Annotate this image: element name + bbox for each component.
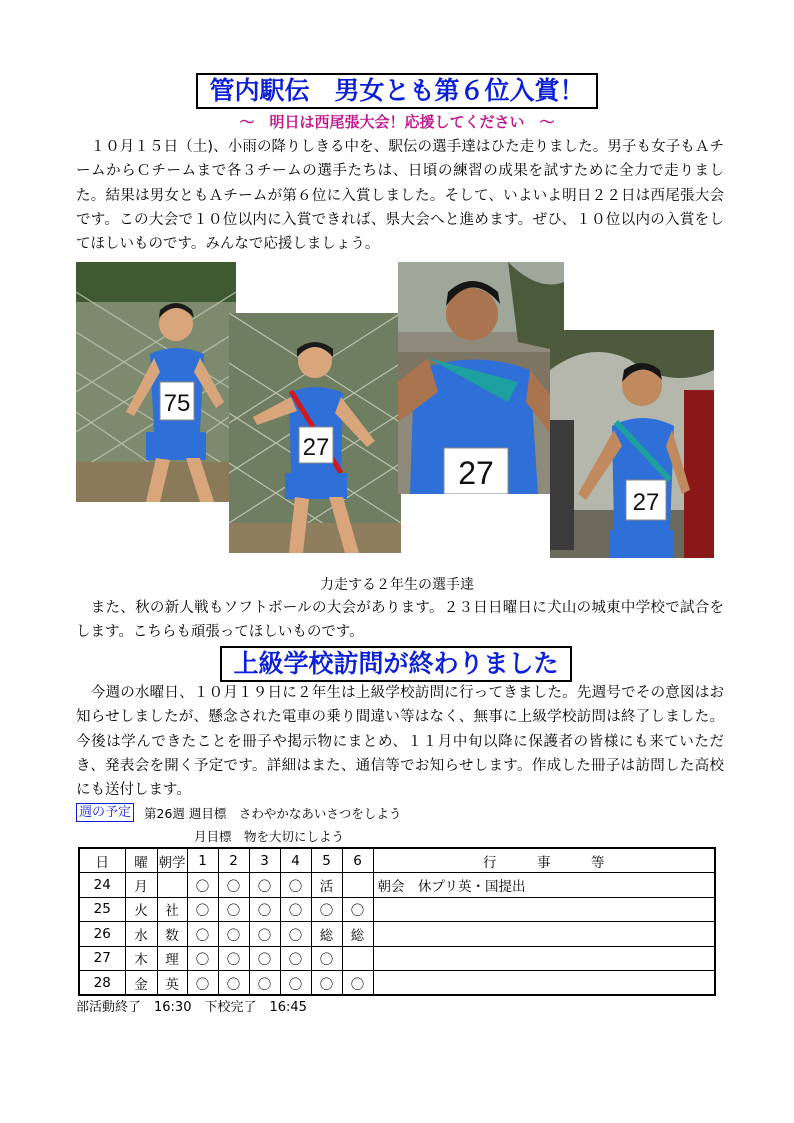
table-cell: 数 [157, 922, 187, 947]
article-subtitle: ～ 明日は西尾張大会！応援してください ～ [239, 113, 555, 131]
table-cell: 〇 [187, 897, 218, 922]
header-morning: 朝学 [157, 848, 187, 873]
week-goal: 第26週 週目標 さわやかなあいさつをしよう [144, 806, 402, 821]
table-cell [342, 873, 373, 898]
table-cell: 〇 [280, 873, 311, 898]
article-body-softball: また、秋の新人戦もソフトボールの大会があります。２３日日曜日に犬山の城東中学校で試合をします。こちらも頑張ってほしいものです。 [76, 600, 724, 641]
header-weekday: 曜 [125, 848, 157, 873]
table-cell: 英 [157, 971, 187, 996]
table-cell: 〇 [342, 971, 373, 996]
table-cell: 26 [79, 922, 125, 947]
table-cell: 〇 [187, 922, 218, 947]
table-cell: 〇 [249, 946, 280, 971]
bib-number: 27 [302, 434, 330, 461]
table-cell: 金 [125, 971, 157, 996]
table-cell: 27 [79, 946, 125, 971]
table-row [79, 897, 715, 922]
club-end-time: 部活動終了 16:30 下校完了 16:45 [76, 1000, 307, 1015]
bib-number: 27 [632, 489, 660, 516]
event-cell [373, 897, 715, 922]
table-cell: 〇 [342, 897, 373, 922]
table-cell: 水 [125, 922, 157, 947]
table-cell: 総 [311, 922, 342, 947]
event-cell [373, 946, 715, 971]
table-cell: 〇 [311, 971, 342, 996]
table-cell: 〇 [280, 897, 311, 922]
event-cell [373, 922, 715, 947]
table-row [79, 922, 715, 947]
month-goal: 月目標 物を大切にしよう [194, 829, 345, 844]
table-cell: 〇 [311, 946, 342, 971]
header-period-3: 3 [249, 848, 280, 873]
runner-photo-4 [550, 330, 714, 558]
schedule-table [78, 847, 716, 996]
bib-number: 27 [458, 455, 494, 491]
table-cell: 理 [157, 946, 187, 971]
table-cell: 木 [125, 946, 157, 971]
table-cell [342, 946, 373, 971]
table-cell: 〇 [218, 897, 249, 922]
table-cell: 〇 [218, 873, 249, 898]
table-cell: 活 [311, 873, 342, 898]
table-cell: 〇 [249, 922, 280, 947]
schedule-header-row [79, 848, 715, 873]
header-events: 行 事 等 [373, 848, 715, 873]
table-cell: 24 [79, 873, 125, 898]
table-cell: 〇 [311, 897, 342, 922]
article-title-ekiden: 管内駅伝 男女とも第６位入賞！ [196, 73, 598, 109]
header-period-6: 6 [342, 848, 373, 873]
header-period-1: 1 [187, 848, 218, 873]
table-cell: 25 [79, 897, 125, 922]
event-cell: 朝会 休プリ英・国提出 [373, 873, 715, 898]
table-row [79, 946, 715, 971]
bib-number: 75 [163, 390, 191, 417]
table-cell [157, 873, 187, 898]
table-cell: 〇 [280, 946, 311, 971]
table-cell: 〇 [249, 971, 280, 996]
table-cell: 火 [125, 897, 157, 922]
table-cell: 社 [157, 897, 187, 922]
header-period-4: 4 [280, 848, 311, 873]
photo-caption: 力走する２年生の選手達 [320, 577, 474, 593]
table-cell: 〇 [187, 971, 218, 996]
table-cell: 〇 [249, 897, 280, 922]
table-cell: 〇 [187, 873, 218, 898]
article-body-school-visit: 今週の水曜日、１０月１９日に２年生は上級学校訪問に行ってきました。先週号でその意図はお知らせしましたが、懸念された電車の乗り間違い等はなく、無事に上級学校訪問は終了しました。今後は学んできたことを冊子や掲示物にまとめ、１１月中旬以降に保護者の皆様にも来ていただき、発表会を開く予定です。詳細はまた、通信等でお知らせします。作成した冊子は訪問した高校にも送付します。 [76, 685, 724, 799]
event-cell [373, 971, 715, 996]
table-cell: 〇 [187, 946, 218, 971]
header-date: 日 [79, 848, 125, 873]
table-cell: 月 [125, 873, 157, 898]
table-cell: 〇 [249, 873, 280, 898]
table-cell: 〇 [218, 922, 249, 947]
table-cell: 総 [342, 922, 373, 947]
article-title-school-visit: 上級学校訪問が終わりました [220, 646, 572, 682]
article-body-ekiden: １０月１５日（土)、小雨の降りしきる中を、駅伝の選手達はひた走りました。男子も女子もＡチームからＣチームまで各３チームの選手たちは、日頃の練習の成果を試すために全力で走りました。結果は男女ともＡチームが第６位に入賞しました。そして、いよいよ明日２２日は西尾張大会です。この大会で１０位以内に入賞できれば、県大会へと進めます。ぜひ、１０位以内の入賞をしてほしいものです。みんなで応援しましょう。 [76, 139, 724, 253]
runner-photo-2 [229, 313, 401, 553]
table-cell: 〇 [218, 971, 249, 996]
runner-photo-1 [76, 262, 236, 502]
table-cell: 28 [79, 971, 125, 996]
weekly-schedule-label: 週の予定 [76, 803, 134, 822]
table-cell: 〇 [280, 971, 311, 996]
runner-photo-3 [398, 262, 564, 494]
header-period-2: 2 [218, 848, 249, 873]
table-cell: 〇 [218, 946, 249, 971]
header-period-5: 5 [311, 848, 342, 873]
table-row [79, 873, 715, 898]
table-cell: 〇 [280, 922, 311, 947]
table-row [79, 971, 715, 996]
